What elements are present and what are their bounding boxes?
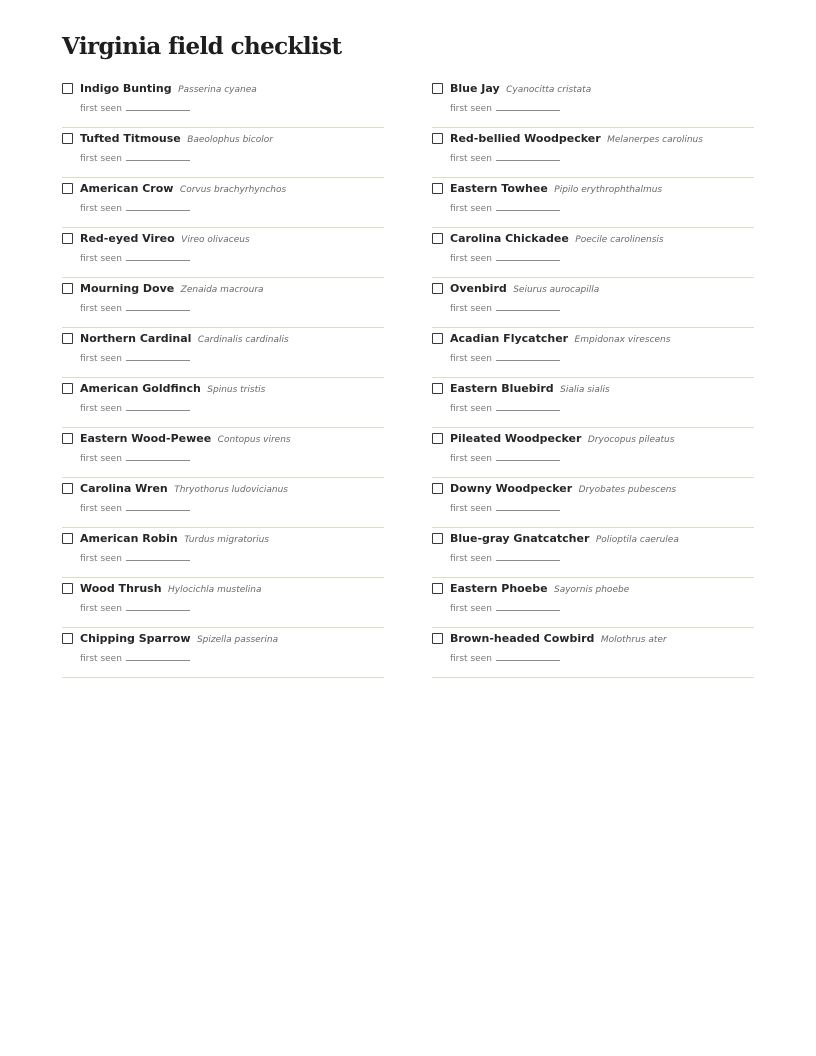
checkbox[interactable]: [432, 383, 443, 394]
first-seen-field[interactable]: [126, 152, 190, 161]
checkbox[interactable]: [62, 433, 73, 444]
first-seen-row: [80, 102, 190, 115]
common-name: Northern Cardinal: [80, 332, 192, 345]
common-name: Downy Woodpecker: [450, 482, 573, 495]
first-seen-field[interactable]: [496, 202, 560, 211]
first-seen-label: first seen: [450, 654, 492, 664]
first-seen-field[interactable]: [126, 352, 190, 361]
first-seen-row: [450, 352, 560, 365]
species-name-line: [80, 381, 265, 397]
first-seen-label: first seen: [450, 554, 492, 564]
first-seen-field[interactable]: [496, 352, 560, 361]
common-name: Pileated Woodpecker: [450, 432, 582, 445]
species-name-line: [450, 331, 670, 347]
first-seen-label: first seen: [80, 154, 122, 164]
first-seen-label: first seen: [80, 404, 122, 414]
common-name: Carolina Wren: [80, 482, 168, 495]
first-seen-label: first seen: [80, 354, 122, 364]
first-seen-label: first seen: [80, 504, 122, 514]
first-seen-label: first seen: [80, 204, 122, 214]
checklist-columns: [62, 78, 754, 678]
common-name: Ovenbird: [450, 282, 507, 295]
scientific-name: Molothrus ater: [600, 635, 667, 645]
species-name-line: [450, 131, 703, 147]
first-seen-label: first seen: [450, 304, 492, 314]
scientific-name: Thryothorus ludovicianus: [174, 485, 288, 495]
checklist-item: [62, 628, 384, 678]
first-seen-row: [450, 302, 560, 315]
checklist-page: [62, 30, 754, 664]
scientific-name: Spinus tristis: [207, 385, 266, 395]
first-seen-row: [80, 552, 190, 565]
checkbox[interactable]: [432, 533, 443, 544]
checklist-item: [62, 278, 384, 328]
scientific-name: Sialia sialis: [560, 385, 610, 395]
checklist-item: [62, 528, 384, 578]
first-seen-row: [80, 252, 190, 265]
first-seen-field[interactable]: [496, 102, 560, 111]
scientific-name: Sayornis phoebe: [554, 585, 630, 595]
checklist-item: [62, 578, 384, 628]
common-name: American Crow: [80, 182, 174, 195]
common-name: Indigo Bunting: [80, 82, 172, 95]
checkbox[interactable]: [432, 583, 443, 594]
scientific-name: Hylocichla mustelina: [167, 585, 262, 595]
scientific-name: Turdus migratorius: [184, 535, 269, 545]
first-seen-label: first seen: [450, 154, 492, 164]
species-name-line: [450, 581, 629, 597]
checkbox[interactable]: [432, 433, 443, 444]
species-name-line: [80, 331, 289, 347]
first-seen-field[interactable]: [496, 652, 560, 661]
first-seen-row: [450, 202, 560, 215]
species-name-line: [80, 81, 257, 97]
species-name-line: [450, 231, 664, 247]
checklist-item: [432, 178, 754, 228]
first-seen-field[interactable]: [126, 652, 190, 661]
first-seen-row: [450, 402, 560, 415]
common-name: Blue Jay: [450, 82, 500, 95]
first-seen-field[interactable]: [126, 402, 190, 411]
species-name-line: [80, 581, 262, 597]
first-seen-row: [80, 202, 190, 215]
first-seen-row: [80, 452, 190, 465]
first-seen-label: first seen: [450, 404, 492, 414]
scientific-name: Cardinalis cardinalis: [197, 335, 289, 345]
checklist-item: [62, 478, 384, 528]
first-seen-row: [450, 252, 560, 265]
first-seen-label: first seen: [80, 304, 122, 314]
species-name-line: [450, 381, 610, 397]
first-seen-field[interactable]: [126, 602, 190, 611]
scientific-name: Melanerpes carolinus: [607, 135, 703, 145]
first-seen-field[interactable]: [496, 302, 560, 311]
first-seen-row: [80, 402, 190, 415]
first-seen-row: [80, 302, 190, 315]
first-seen-field[interactable]: [496, 552, 560, 561]
species-name-line: [80, 281, 264, 297]
first-seen-label: first seen: [80, 654, 122, 664]
species-name-line: [450, 181, 662, 197]
checkbox[interactable]: [432, 633, 443, 644]
checkbox[interactable]: [62, 633, 73, 644]
checklist-item: [432, 78, 754, 128]
scientific-name: Corvus brachyrhynchos: [179, 185, 287, 195]
checkbox[interactable]: [62, 583, 73, 594]
common-name: Chipping Sparrow: [80, 632, 191, 645]
first-seen-row: [450, 152, 560, 165]
first-seen-row: [450, 652, 560, 665]
first-seen-field[interactable]: [496, 602, 560, 611]
checkbox[interactable]: [62, 83, 73, 94]
species-name-line: [80, 631, 278, 647]
species-name-line: [80, 431, 291, 447]
first-seen-row: [80, 152, 190, 165]
checkbox[interactable]: [432, 483, 443, 494]
checklist-column-left: [62, 78, 384, 678]
checklist-item: [432, 128, 754, 178]
common-name: Acadian Flycatcher: [450, 332, 569, 345]
checklist-item: [62, 228, 384, 278]
common-name: Eastern Phoebe: [450, 582, 548, 595]
species-name-line: [80, 181, 286, 197]
first-seen-label: first seen: [80, 554, 122, 564]
first-seen-field[interactable]: [126, 452, 190, 461]
checklist-item: [432, 628, 754, 678]
species-name-line: [450, 81, 591, 97]
scientific-name: Dryobates pubescens: [578, 485, 677, 495]
checklist-item: [62, 178, 384, 228]
scientific-name: Polioptila caerulea: [595, 535, 679, 545]
checklist-item: [432, 578, 754, 628]
checklist-item: [432, 428, 754, 478]
checklist-item: [432, 328, 754, 378]
checklist-item: [432, 228, 754, 278]
checkbox[interactable]: [62, 183, 73, 194]
common-name: Eastern Wood-Pewee: [80, 432, 212, 445]
scientific-name: Poecile carolinensis: [575, 235, 664, 245]
first-seen-label: first seen: [80, 604, 122, 614]
first-seen-field[interactable]: [126, 102, 190, 111]
first-seen-label: first seen: [80, 254, 122, 264]
scientific-name: Zenaida macroura: [180, 285, 264, 295]
first-seen-field[interactable]: [126, 202, 190, 211]
first-seen-field[interactable]: [126, 302, 190, 311]
first-seen-label: first seen: [450, 604, 492, 614]
first-seen-label: first seen: [450, 454, 492, 464]
first-seen-field[interactable]: [496, 452, 560, 461]
checkbox[interactable]: [62, 283, 73, 294]
checkbox[interactable]: [62, 483, 73, 494]
first-seen-label: first seen: [450, 254, 492, 264]
checkbox[interactable]: [432, 83, 443, 94]
common-name: Blue-gray Gnatcatcher: [450, 532, 590, 545]
species-name-line: [450, 431, 674, 447]
common-name: Red-eyed Vireo: [80, 232, 175, 245]
species-name-line: [80, 531, 269, 547]
first-seen-row: [450, 502, 560, 515]
common-name: Tufted Titmouse: [80, 132, 181, 145]
checklist-item: [62, 378, 384, 428]
checkbox[interactable]: [62, 533, 73, 544]
scientific-name: Contopus virens: [217, 435, 291, 445]
first-seen-field[interactable]: [496, 402, 560, 411]
common-name: Brown-headed Cowbird: [450, 632, 595, 645]
checkbox[interactable]: [432, 133, 443, 144]
first-seen-row: [450, 602, 560, 615]
first-seen-row: [450, 552, 560, 565]
first-seen-field[interactable]: [496, 252, 560, 261]
first-seen-row: [450, 102, 560, 115]
species-name-line: [450, 481, 676, 497]
species-name-line: [450, 531, 679, 547]
first-seen-label: first seen: [450, 504, 492, 514]
scientific-name: Spizella passerina: [196, 635, 279, 645]
common-name: Wood Thrush: [80, 582, 162, 595]
common-name: American Goldfinch: [80, 382, 201, 395]
species-name-line: [80, 131, 273, 147]
checklist-item: [432, 478, 754, 528]
checkbox[interactable]: [432, 183, 443, 194]
common-name: American Robin: [80, 532, 178, 545]
common-name: Eastern Bluebird: [450, 382, 554, 395]
first-seen-label: first seen: [80, 454, 122, 464]
checkbox[interactable]: [432, 233, 443, 244]
species-name-line: [80, 481, 288, 497]
checkbox[interactable]: [432, 333, 443, 344]
scientific-name: Passerina cyanea: [178, 85, 257, 95]
common-name: Mourning Dove: [80, 282, 175, 295]
first-seen-label: first seen: [450, 104, 492, 114]
first-seen-row: [80, 652, 190, 665]
checklist-item: [432, 378, 754, 428]
first-seen-field[interactable]: [496, 502, 560, 511]
first-seen-field[interactable]: [126, 502, 190, 511]
checkbox[interactable]: [62, 383, 73, 394]
scientific-name: Empidonax virescens: [574, 335, 671, 345]
checklist-item: [62, 428, 384, 478]
checkbox[interactable]: [62, 333, 73, 344]
scientific-name: Pipilo erythrophthalmus: [554, 185, 663, 195]
first-seen-field[interactable]: [126, 252, 190, 261]
first-seen-field[interactable]: [496, 152, 560, 161]
first-seen-label: first seen: [80, 104, 122, 114]
species-name-line: [80, 231, 250, 247]
checklist-item: [62, 78, 384, 128]
checkbox[interactable]: [432, 283, 443, 294]
scientific-name: Baeolophus bicolor: [187, 135, 273, 145]
checklist-item: [62, 328, 384, 378]
scientific-name: Cyanocitta cristata: [506, 85, 592, 95]
first-seen-row: [80, 502, 190, 515]
checklist-item: [62, 128, 384, 178]
common-name: Eastern Towhee: [450, 182, 548, 195]
scientific-name: Vireo olivaceus: [181, 235, 250, 245]
checkbox[interactable]: [62, 233, 73, 244]
common-name: Red-bellied Woodpecker: [450, 132, 601, 145]
first-seen-field[interactable]: [126, 552, 190, 561]
checklist-column-right: [432, 78, 754, 678]
species-name-line: [450, 281, 599, 297]
common-name: Carolina Chickadee: [450, 232, 569, 245]
checkbox[interactable]: [62, 133, 73, 144]
scientific-name: Seiurus aurocapilla: [513, 285, 600, 295]
first-seen-row: [80, 352, 190, 365]
first-seen-label: first seen: [450, 204, 492, 214]
checklist-item: [432, 278, 754, 328]
first-seen-label: first seen: [450, 354, 492, 364]
first-seen-row: [450, 452, 560, 465]
scientific-name: Dryocopus pileatus: [587, 435, 675, 445]
species-name-line: [450, 631, 667, 647]
checklist-item: [432, 528, 754, 578]
first-seen-row: [80, 602, 190, 615]
page-title: Virginia field checklist: [62, 33, 342, 60]
